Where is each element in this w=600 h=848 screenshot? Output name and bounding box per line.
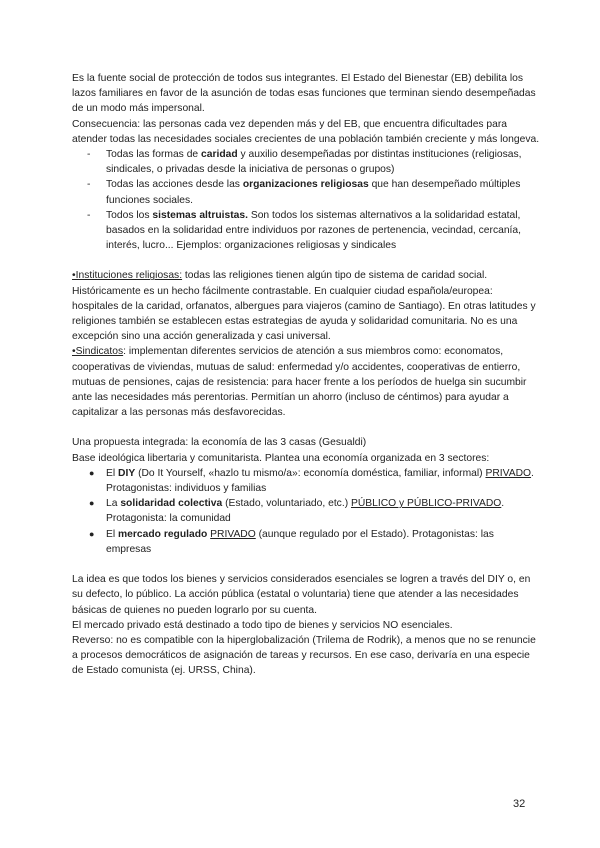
page-number: 32 — [513, 798, 526, 810]
paragraph-idea: La idea es que todos los bienes y servicios considerados esenciales se logren a través del DIY o, en su defecto, lo público. La acción pública (estatal o voluntaria) tiene que atender a las necesidades básicas de quienes no pueden lograrlo por su cuenta. — [72, 574, 531, 616]
dash-list — [72, 147, 540, 253]
document-body — [72, 71, 540, 679]
bullet-list — [72, 466, 540, 557]
list-item: - Todas las formas de caridad y auxilio desempeñadas por distintas instituciones (religiosas, sindicales, o privadas desde la iniciativa de personas o grupos) — [87, 149, 522, 176]
section-label: •Instituciones religiosas: — [72, 270, 183, 282]
bullet-marker: ● — [89, 498, 95, 509]
bullet-marker: ● — [89, 528, 95, 539]
paragraph-intro: Es la fuente social de protección de todos sus integrantes. El Estado del Bienestar (EB) debilita los lazos familiares en favor de la asunción de todas esas funciones que terminan siendo desempeñadas de un modo más impersonal. — [72, 73, 536, 115]
list-item: - Todos los sistemas altruistas. Son todos los sistemas alternativos a la solidaridad estatal, basados en la solidaridad entre individuos por razones de pertenencia, vecindad, cercanía, interés, lucro... Ejemplos: organizaciones religiosas y sindicales — [87, 209, 522, 252]
paragraph-reverse: Reverso: no es compatible con la hiperglobalización (Trilema de Rodrik), a menos que no se renuncie a procesos democráticos de asignación de tareas y recursos. En ese caso, derivaría en una especie de Estado comunista (ej. URSS, China). — [72, 634, 536, 677]
paragraph-consequence: Consecuencia: las personas cada vez dependen más y del EB, que encuentra dificultades para atender todas las necesidades sociales crecientes de una población también creciente y más longeva. — [72, 118, 540, 145]
dash-marker: - — [87, 209, 91, 221]
paragraph-religious-institutions: •Instituciones religiosas: todas las religiones tienen algún tipo de sistema de caridad social. Históricamente es un hecho fácilmente contrastable. En cualquier ciudad española/europea: hospitales de la caridad, orfanatos, albergues para viajeros (camino de Santiago). En otras latitudes y religiones también se establecen estas estrategias de ayuda y solidaridad comunitaria. No es una excepción sino una acción generalizada y casi universal. — [72, 270, 536, 343]
dash-marker: - — [87, 149, 91, 161]
bullet-marker: ● — [89, 467, 95, 478]
list-item: ● La solidaridad colectiva (Estado, voluntariado, etc.) PÚBLICO y PÚBLICO-PRIVADO. Protagonista: la comunidad — [89, 498, 505, 525]
paragraph-unions: •Sindicatos: implementan diferentes servicios de atención a sus miembros como: economatos, cooperativas de viviendas, mutuas de salud: enfermedad y/o accidentes, cooperativas de entierro, mutuas de pensiones, cajas de resistencia: para hacer frente a los períodos de huelga sin sucumbir ante las necesidades más perentorias. Permitían un ahorro (incluso de céntimos) para ayudar a capitalizar a las personas más desfavorecidas. — [72, 346, 527, 419]
section-label: •Sindicatos — [72, 346, 124, 358]
list-item: ● El mercado regulado PRIVADO (aunque regulado por el Estado). Protagonistas: las empresas — [89, 528, 494, 555]
paragraph-private-market: El mercado privado está destinado a todo tipo de bienes y servicios NO esenciales. — [72, 619, 453, 631]
list-item: - Todas las acciones desde las organizaciones religiosas que han desempeñado múltiples funciones sociales. — [87, 179, 521, 206]
paragraph-proposal: Una propuesta integrada: la economía de las 3 casas (Gesualdi) — [72, 437, 367, 449]
dash-marker: - — [87, 179, 91, 191]
paragraph-ideological-base: Base ideológica libertaria y comunitarista. Plantea una economía organizada en 3 sectores: — [72, 452, 490, 464]
list-item: ● El DIY (Do It Yourself, «hazlo tu mismo/a»: economía doméstica, familiar, informal) PRIVADO. Protagonistas: individuos y familias — [89, 467, 534, 495]
